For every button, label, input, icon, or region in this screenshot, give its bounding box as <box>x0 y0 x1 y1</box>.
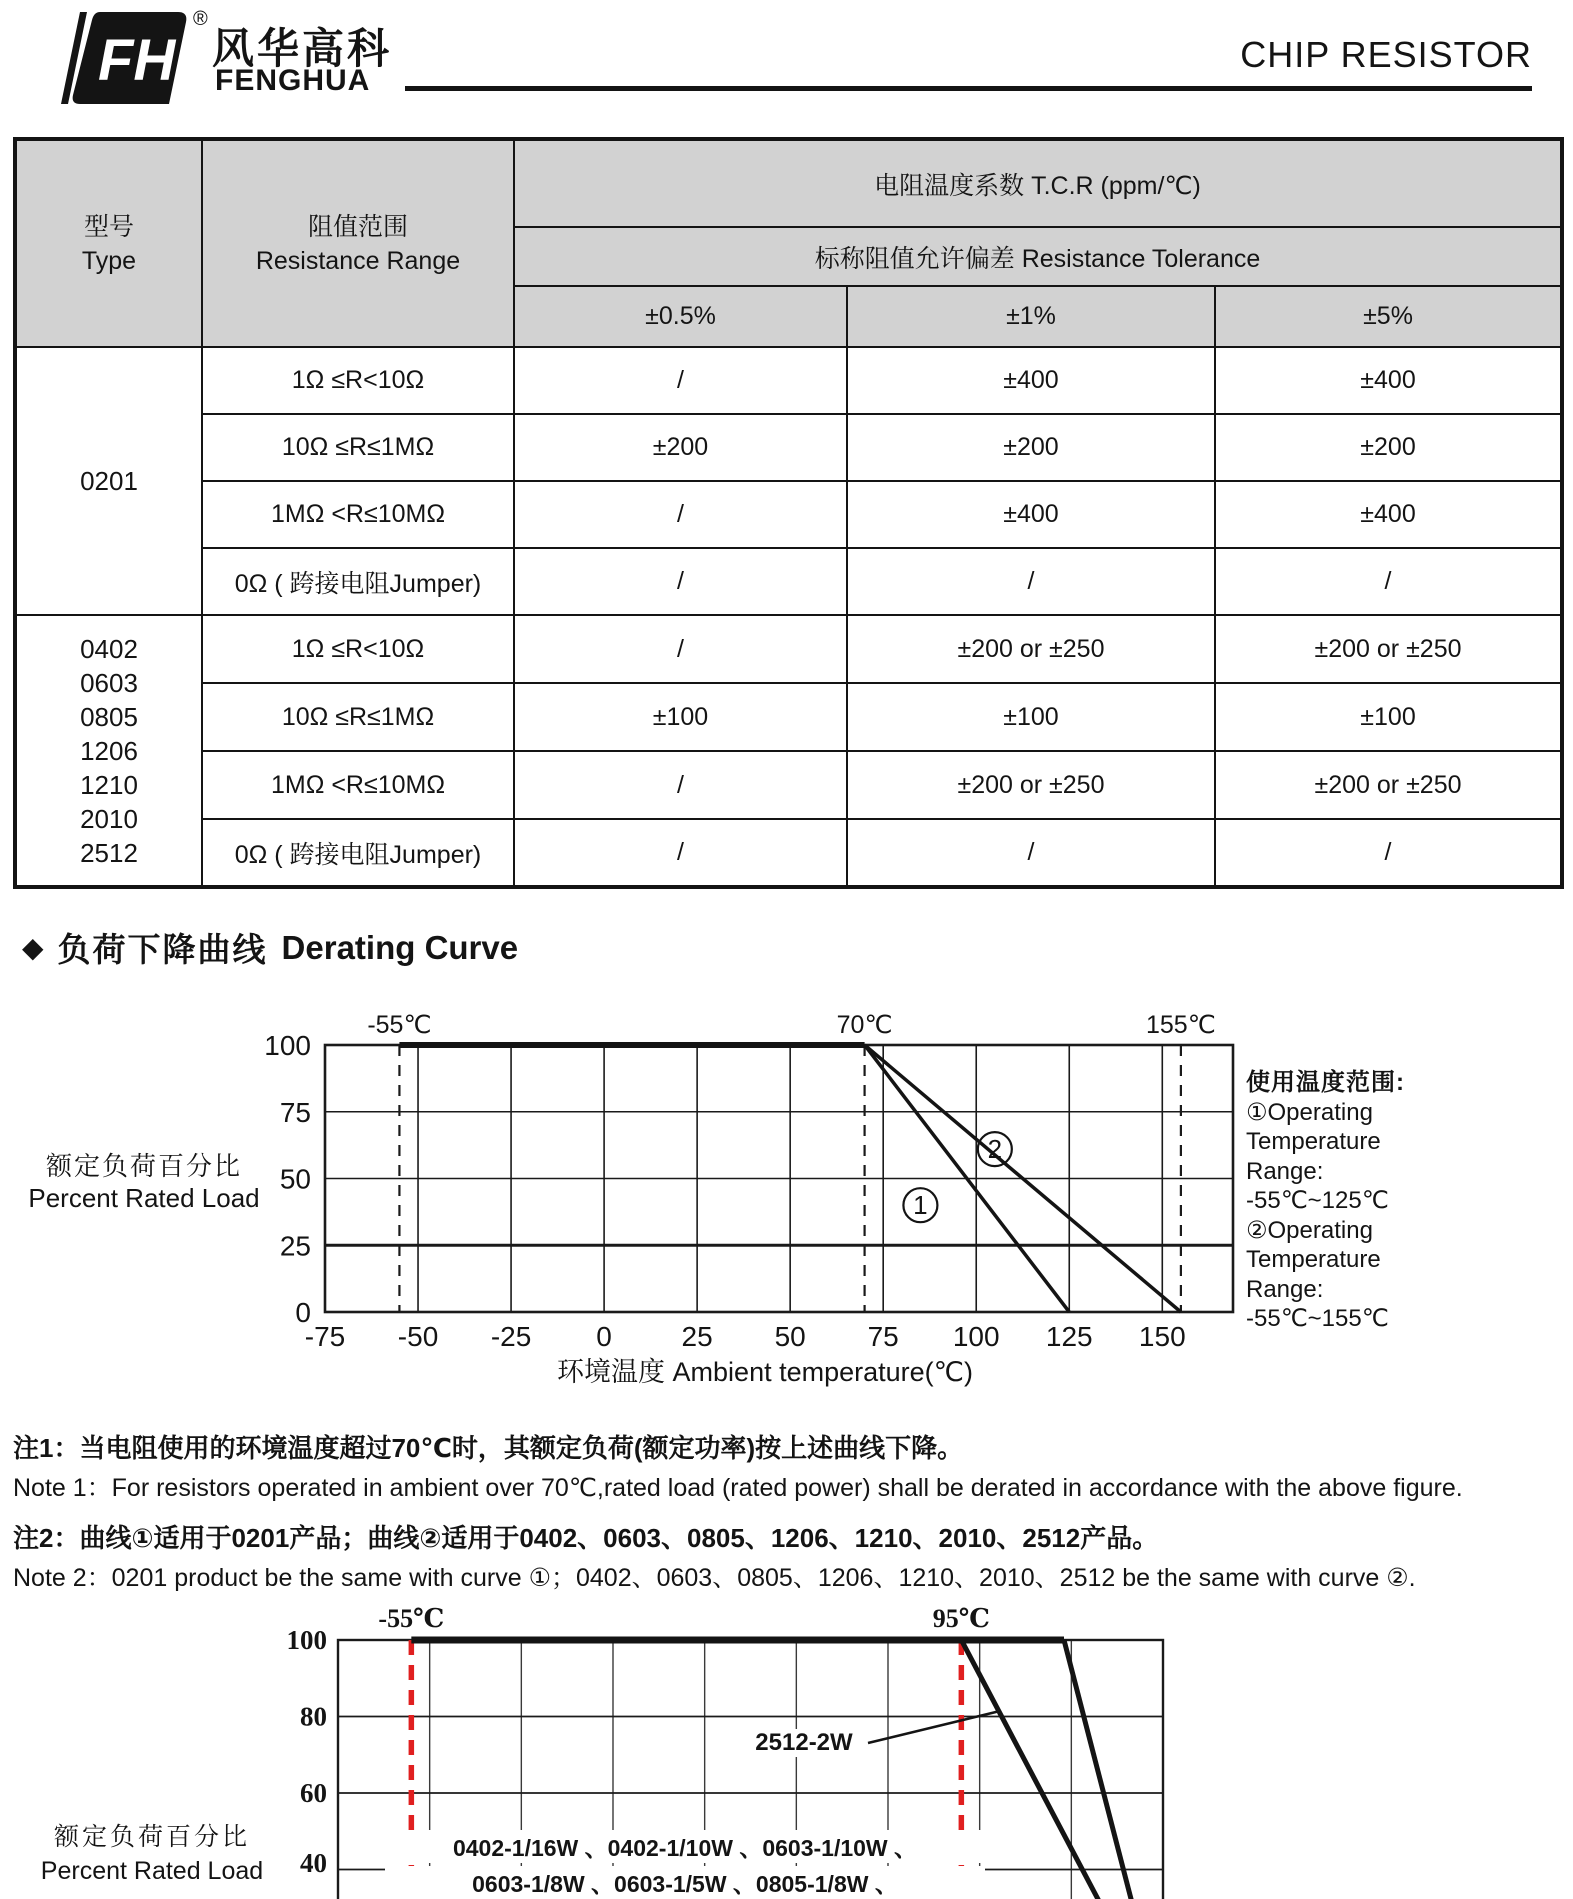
registered-trademark-icon: ® <box>193 8 208 30</box>
chart2-y-axis-label: 额定负荷百分比 Percent Rated Load <box>40 1823 264 1885</box>
value-cell: ±200 or ±250 <box>1215 751 1562 819</box>
value-cell: / <box>847 819 1215 887</box>
value-cell: ±200 or ±250 <box>847 615 1215 683</box>
x-tick-label: -75 <box>304 1321 346 1352</box>
note1-english: Note 1：For resistors operated in ambient over 70℃,rated load (rated power) shall be derated in accordance with the above figure. <box>13 1474 1463 1502</box>
value-cell: / <box>514 548 847 615</box>
y-tick-label: 25 <box>279 1230 311 1262</box>
value-cell: ±200 <box>847 414 1215 481</box>
temp-marker-label: 95℃ <box>932 1604 990 1633</box>
temp-marker-label: -55℃ <box>378 1604 445 1633</box>
section-title-derating-curve: ◆ 负荷下降曲线 Derating Curve <box>22 928 519 968</box>
note2-english: Note 2：0201 product be the same with curve ①；0402、0603、0805、1206、1210、2010、2512 be the same with curve ②. <box>13 1564 1416 1592</box>
brand-name-chinese: 风华高科 <box>212 25 393 72</box>
type-cell-0201: 0201 <box>15 347 202 615</box>
range-cell: 1MΩ <R≤10MΩ <box>202 481 514 548</box>
chart1-legend: 使用温度范围: ①Operating Temperature Range: -55℃~125℃ ②Operating Temperature Range: -55℃~155℃ <box>1246 1069 1405 1332</box>
table-row <box>15 683 1562 751</box>
value-cell: / <box>1215 819 1562 887</box>
x-tick-label: 50 <box>774 1321 806 1352</box>
y-tick-label: 100 <box>286 1625 327 1655</box>
y-tick-label: 60 <box>300 1778 327 1808</box>
chart1-y-axis-label: 额定负荷百分比 Percent Rated Load <box>28 1151 260 1213</box>
x-tick-label: 100 <box>952 1321 1000 1352</box>
note2-chinese: 注2：曲线①适用于0201产品；曲线②适用于0402、0603、0805、1206、1210、2010、2512产品。 <box>13 1523 1159 1553</box>
range-cell: 10Ω ≤R≤1MΩ <box>202 414 514 481</box>
series-curve-2512-2W <box>961 1640 1163 1899</box>
col-header-resistance-range: 阻值范围 Resistance Range <box>202 139 514 347</box>
x-tick-label: 125 <box>1045 1321 1093 1352</box>
value-cell: / <box>514 347 847 414</box>
value-cell: / <box>514 615 847 683</box>
value-cell: ±200 or ±250 <box>847 751 1215 819</box>
y-tick-label: 100 <box>264 1030 311 1061</box>
type-cell-0402-2512: 0402 0603 0805 1206 1210 2010 2512 <box>15 615 202 887</box>
header-rule <box>405 86 1532 91</box>
table-row <box>15 414 1562 481</box>
x-tick-label: -25 <box>490 1321 532 1352</box>
chart1-x-axis-label: 环境温度 Ambient temperature(℃) <box>557 1357 973 1387</box>
value-cell: ±400 <box>847 347 1215 414</box>
range-cell: 0Ω ( 跨接电阻Jumper) <box>202 548 514 615</box>
y-tick-label: 0 <box>295 1297 311 1328</box>
range-cell: 10Ω ≤R≤1MΩ <box>202 683 514 751</box>
chart2-annotation-2512-2w: 2512-2W <box>742 1729 866 1757</box>
chart2-product-list-line1: 0402-1/16W 、0402-1/10W 、0603-1/10W 、 <box>385 1830 985 1863</box>
curve-number-digit: 2 <box>987 1134 1003 1165</box>
table-row <box>15 347 1562 414</box>
value-cell: ±100 <box>514 683 847 751</box>
diamond-bullet-icon: ◆ <box>22 932 44 963</box>
x-tick-label: -50 <box>397 1321 439 1352</box>
col-header-tol-5: ±5% <box>1215 286 1562 347</box>
y-tick-label: 40 <box>300 1848 327 1878</box>
value-cell: ±100 <box>847 683 1215 751</box>
value-cell: ±400 <box>847 481 1215 548</box>
table-row <box>15 481 1562 548</box>
temp-marker-label: 155℃ <box>1146 1011 1216 1039</box>
value-cell: ±200 <box>514 414 847 481</box>
x-tick-label: 0 <box>596 1321 612 1352</box>
page-title: CHIP RESISTOR <box>1240 34 1532 75</box>
note1-chinese: 注1：当电阻使用的环境温度超过70℃时，其额定负荷(额定功率)按上述曲线下降。 <box>13 1433 964 1463</box>
value-cell: ±100 <box>1215 683 1562 751</box>
value-cell: / <box>847 548 1215 615</box>
value-cell: ±200 or ±250 <box>1215 615 1562 683</box>
col-header-tol-1: ±1% <box>847 286 1215 347</box>
value-cell: / <box>1215 548 1562 615</box>
x-tick-label: 150 <box>1138 1321 1186 1352</box>
table-row <box>15 819 1562 887</box>
x-tick-label: 25 <box>681 1321 713 1352</box>
range-cell: 1MΩ <R≤10MΩ <box>202 751 514 819</box>
temp-marker-label: -55℃ <box>367 1011 432 1039</box>
table-row <box>15 615 1562 683</box>
col-header-type: 型号 Type <box>15 139 202 347</box>
table-row <box>15 751 1562 819</box>
range-cell: 0Ω ( 跨接电阻Jumper) <box>202 819 514 887</box>
col-header-tolerance: 标称阻值允许偏差 Resistance Tolerance <box>514 227 1562 286</box>
svg-text:FH: FH <box>98 28 176 93</box>
col-header-tol-05: ±0.5% <box>514 286 847 347</box>
curve-number-digit: 1 <box>913 1190 928 1221</box>
fenghua-logo-mark <box>60 10 188 106</box>
value-cell: / <box>514 751 847 819</box>
y-tick-label: 75 <box>279 1096 311 1128</box>
value-cell: ±400 <box>1215 481 1562 548</box>
value-cell: / <box>514 819 847 887</box>
value-cell: ±200 <box>1215 414 1562 481</box>
chart2-product-list-line2: 0603-1/8W 、0603-1/5W 、0805-1/8W 、 <box>385 1866 985 1899</box>
col-header-tcr: 电阻温度系数 T.C.R (ppm/℃) <box>514 139 1562 227</box>
value-cell: / <box>514 481 847 548</box>
range-cell: 1Ω ≤R<10Ω <box>202 347 514 414</box>
table-row <box>15 548 1562 615</box>
x-tick-label: 75 <box>867 1321 899 1352</box>
range-cell: 1Ω ≤R<10Ω <box>202 615 514 683</box>
value-cell: ±400 <box>1215 347 1562 414</box>
y-tick-label: 50 <box>279 1163 311 1195</box>
tcr-table <box>13 137 1564 889</box>
temp-marker-label: 70℃ <box>836 1011 893 1039</box>
brand-name-english: FENGHUA <box>215 64 371 97</box>
y-tick-label: 80 <box>300 1701 327 1732</box>
